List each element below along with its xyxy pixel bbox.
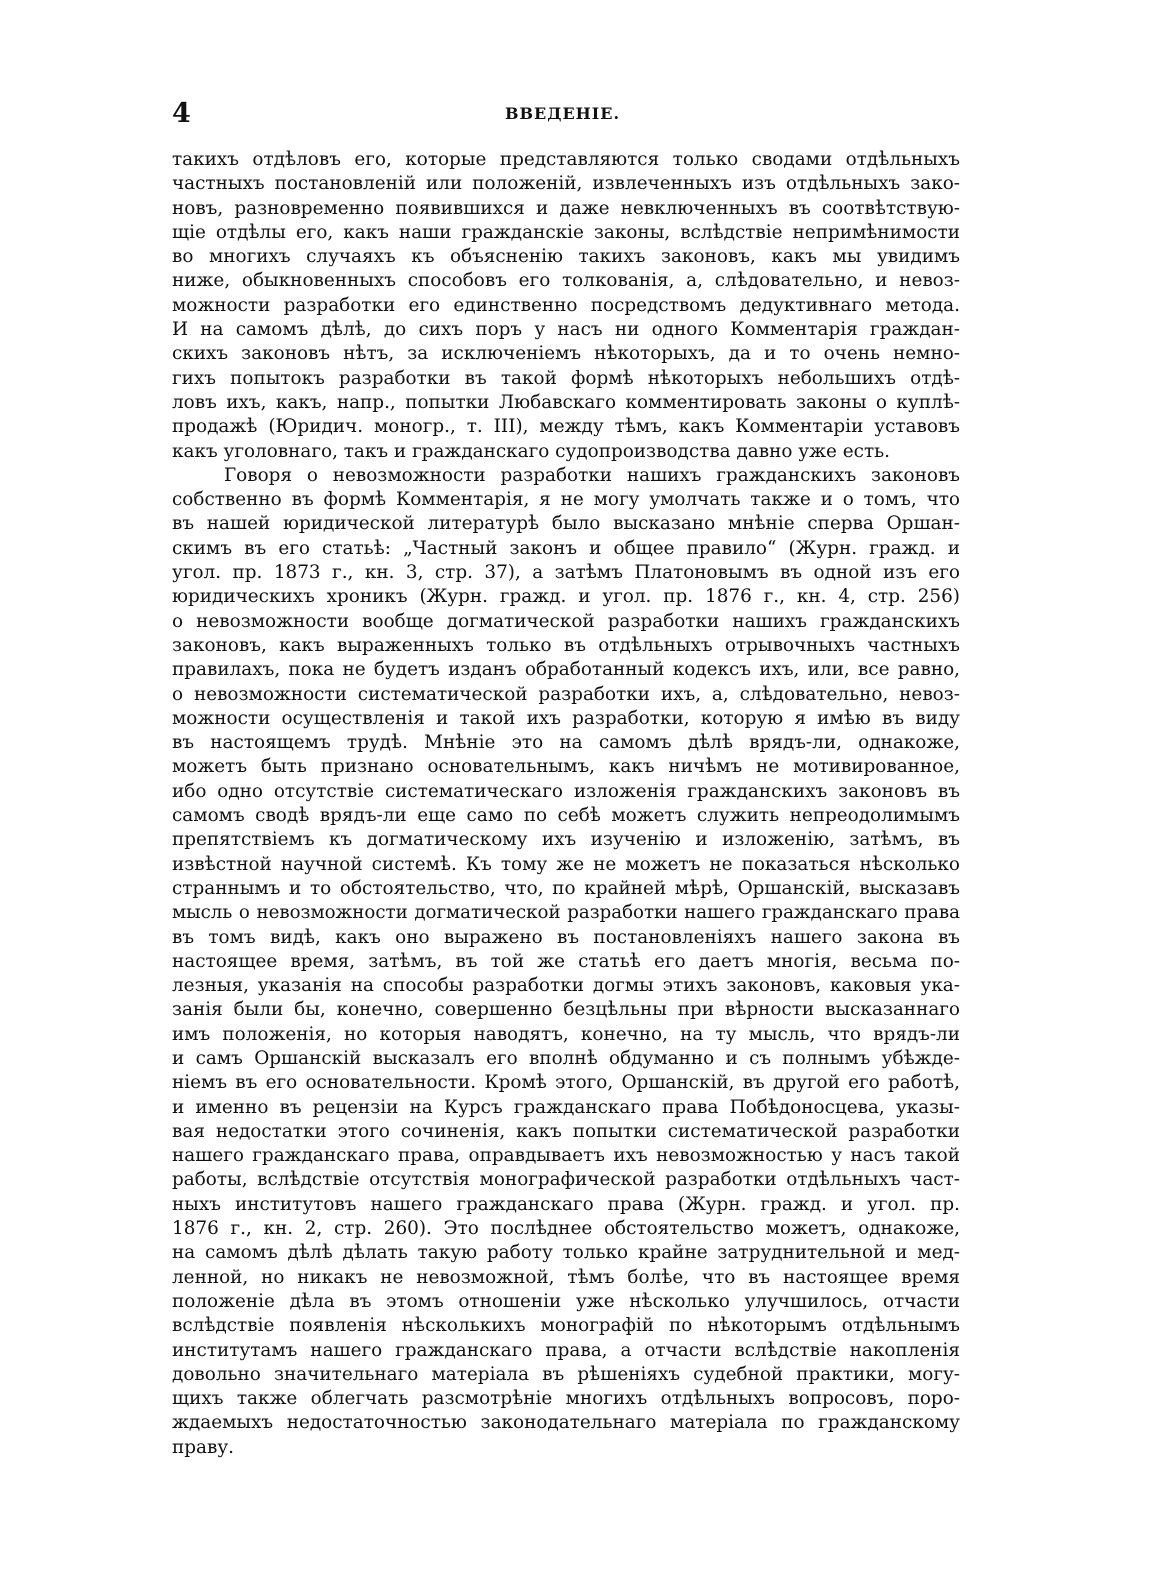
text-line: ніемъ въ его основательности. Кромѣ этого, Оршанскій, въ другой его работѣ, xyxy=(172,1072,960,1094)
text-line: вслѣдствіе появленія нѣсколькихъ монографій по нѣкоторымъ отдѣльнымъ xyxy=(172,1315,960,1337)
text-line: можности разработки его единственно посредствомъ дедуктивнаго метода. xyxy=(172,294,960,316)
text-line: щихъ также облегчать разсмотрѣніе многихъ отдѣльныхъ вопросовъ, поро- xyxy=(172,1388,960,1410)
text-line: работы, вслѣдствіе отсутствія монографической разработки отдѣльныхъ част- xyxy=(172,1169,960,1191)
text-line: институтамъ нашего гражданскаго права, а отчасти вслѣдствіе накопленія xyxy=(172,1339,960,1361)
text-line: какъ уголовнаго, такъ и гражданскаго судопроизводства давно уже есть. xyxy=(172,440,890,462)
text-line: ниже, обыкновенныхъ способовъ его толкованія, а, слѣдовательно, и невоз- xyxy=(172,270,960,292)
text-line: самомъ сводѣ врядъ-ли еще само по себѣ можетъ служить непреодолимымъ xyxy=(172,805,960,827)
text-line: законовъ, какъ выраженныхъ только въ отдѣльныхъ отрывочныхъ частныхъ xyxy=(172,634,960,656)
text-line: и самъ Оршанскій высказалъ его вполнѣ обдуманно и съ полнымъ убѣжде- xyxy=(172,1047,960,1069)
text-line: гихъ попытокъ разработки въ такой формѣ нѣкоторыхъ небольшихъ отдѣ- xyxy=(172,367,960,389)
text-line: въ томъ видѣ, какъ оно выражено въ постановленіяхъ нашего закона въ xyxy=(172,926,960,948)
text-line: угол. пр. 1873 г., кн. 3, стр. 37), а затѣмъ Платоновымъ въ одной изъ его xyxy=(172,562,960,584)
page-number: 4 xyxy=(172,98,191,129)
text-line: праву. xyxy=(172,1436,235,1458)
text-line: ловъ ихъ, какъ, напр., попытки Любавскаго комментировать законы о куплѣ- xyxy=(172,391,960,413)
text-line: положеніе дѣла въ этомъ отношеніи уже нѣсколько улучшилось, отчасти xyxy=(172,1290,960,1312)
text-line: въ нашей юридической литературѣ было высказано мнѣніе сперва Оршан- xyxy=(172,513,960,535)
text-line: на самомъ дѣлѣ дѣлать такую работу только крайне затруднительной и мед- xyxy=(172,1242,960,1264)
text-line: имъ положенія, но которыя наводятъ, конечно, на ту мысль, что врядъ-ли xyxy=(172,1023,960,1045)
text-line: ждаемыхъ недостаточностью законодательнаго матеріала по гражданскому xyxy=(172,1412,960,1434)
text-line: нашего гражданскаго права, оправдываетъ ихъ невозможностью у насъ такой xyxy=(172,1145,960,1167)
text-line: 1876 г., кн. 2, стр. 260). Это послѣднее обстоятельство можетъ, однакоже, xyxy=(172,1218,960,1240)
text-line: о невозможности вообще догматической разработки нашихъ гражданскихъ xyxy=(172,610,960,632)
text-line: щіе отдѣлы его, какъ наши гражданскіе законы, вслѣдствіе непримѣнимости xyxy=(172,221,960,243)
text-line: скимъ въ его статьѣ: „Частный законъ и общее правило“ (Журн. гражд. и xyxy=(172,537,960,559)
text-line: Говоря о невозможности разработки нашихъ гражданскихъ законовъ xyxy=(224,464,960,486)
text-line: настоящее время, затѣмъ, въ той же статьѣ его даетъ многія, весьма по- xyxy=(172,950,960,972)
paragraph xyxy=(172,148,960,464)
body-text xyxy=(172,148,960,1460)
text-line: продажѣ (Юридич. моногр., т. III), между тѣмъ, какъ Комментаріи уставовъ xyxy=(172,416,960,438)
text-line: о невозможности систематической разработки ихъ, а, слѣдовательно, невоз- xyxy=(172,683,960,705)
text-line: страннымъ и то обстоятельство, что, по крайней мѣрѣ, Оршанскій, высказавъ xyxy=(172,877,960,899)
text-line: и именно въ рецензіи на Курсъ гражданскаго права Побѣдоносцева, указы- xyxy=(172,1096,960,1118)
text-line: занія были бы, конечно, совершенно безцѣльны при вѣрности высказаннаго xyxy=(172,999,960,1021)
text-line: препятствіемъ къ догматическому ихъ изученію и изложенію, затѣмъ, въ xyxy=(172,829,960,851)
paragraph xyxy=(172,464,960,1460)
text-line: мысль о невозможности догматической разработки нашего гражданскаго права xyxy=(172,902,960,924)
text-line: можности осуществленія и такой ихъ разработки, которую я имѣю въ виду xyxy=(172,707,960,729)
text-line: скихъ законовъ нѣтъ, за исключеніемъ нѣкоторыхъ, да и то очень немно- xyxy=(172,343,960,365)
text-line: правилахъ, пока не будетъ изданъ обработанный кодексъ ихъ, или, все равно, xyxy=(172,659,960,681)
text-line: собственно въ формѣ Комментарія, я не могу умолчать также и о томъ, что xyxy=(172,489,960,511)
text-line: юридическихъ хроникъ (Журн. гражд. и угол. пр. 1876 г., кн. 4, стр. 256) xyxy=(172,586,960,608)
text-line: въ настоящемъ трудѣ. Мнѣніе это на самомъ дѣлѣ врядъ-ли, однакоже, xyxy=(172,732,960,754)
text-line: такихъ отдѣловъ его, которые представляются только сводами отдѣльныхъ xyxy=(172,149,960,170)
text-line: вая недостатки этого сочиненія, какъ попытки систематической разработки xyxy=(172,1120,960,1142)
text-line: лезныя, указанія на способы разработки догмы этихъ законовъ, каковыя ука- xyxy=(172,975,960,997)
text-line: ленной, но никакъ не невозможной, тѣмъ болѣе, что въ настоящее время xyxy=(172,1266,960,1288)
text-line: во многихъ случаяхъ къ объясненію такихъ законовъ, какъ мы увидимъ xyxy=(172,246,960,268)
text-line: новъ, разновременно появившихся и даже невключенныхъ въ соотвѣтствую- xyxy=(172,197,960,219)
text-line: частныхъ постановленій или положеній, извлеченныхъ изъ отдѣльныхъ зако- xyxy=(172,173,960,195)
text-line: ибо одно отсутствіе систематическаго изложенія гражданскихъ законовъ въ xyxy=(172,780,960,802)
text-line: извѣстной научной системѣ. Къ тому же не можетъ не показаться нѣсколько xyxy=(172,853,960,875)
text-line: И на самомъ дѣлѣ, до сихъ поръ у насъ ни одного Комментарія граждан- xyxy=(172,319,960,341)
running-head: ВВЕДЕНІЕ. xyxy=(505,104,621,123)
text-line: можетъ быть признано основательнымъ, какъ ничѣмъ не мотивированное, xyxy=(172,756,960,778)
text-line: ныхъ институтовъ нашего гражданскаго права (Журн. гражд. и угол. пр. xyxy=(172,1193,960,1215)
text-line: довольно значительнаго матеріала въ рѣшеніяхъ судебной практики, могу- xyxy=(172,1363,960,1385)
